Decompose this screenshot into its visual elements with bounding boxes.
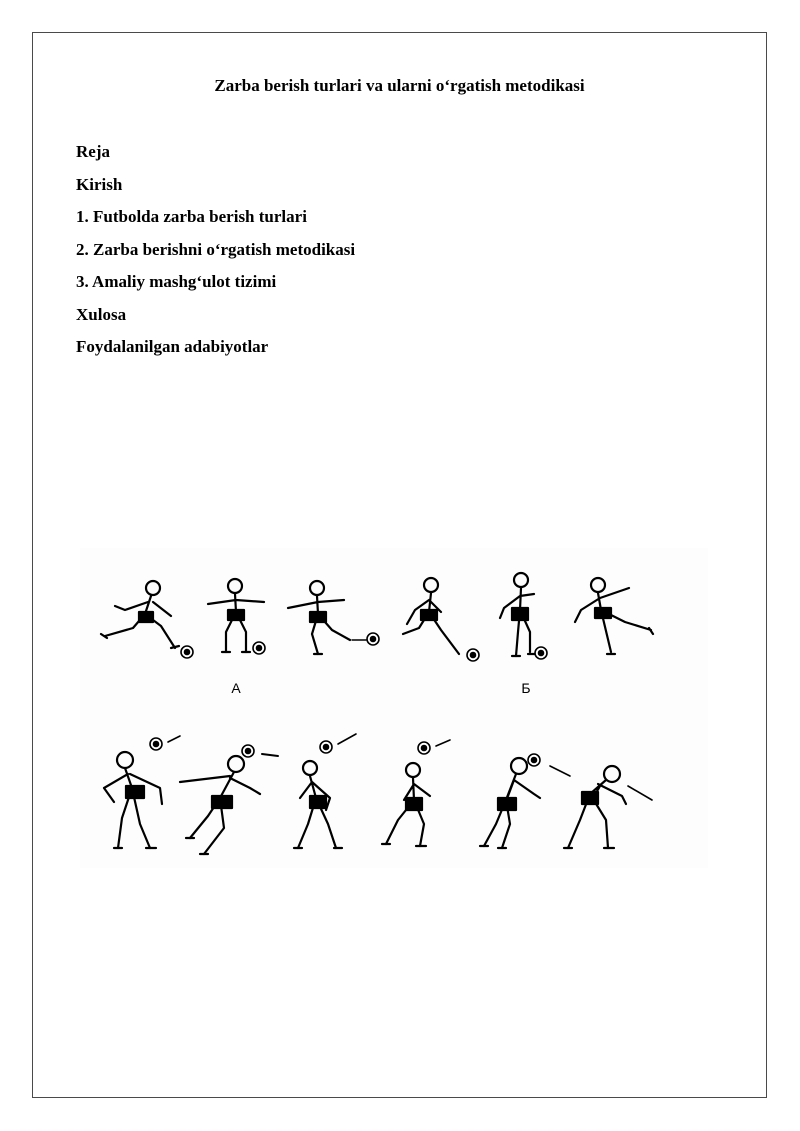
ball-icon — [528, 754, 540, 766]
player-figure — [104, 752, 162, 848]
player-figure — [294, 761, 342, 848]
player-figure — [382, 763, 430, 846]
toc-item-1: 1. Futbolda zarba berish turlari — [76, 207, 307, 226]
kick-sequence-drawing — [80, 548, 708, 868]
ball-icon — [150, 738, 162, 750]
toc-heading-reja: Reja — [76, 142, 110, 161]
document-title: Zarba berish turlari va ularni o‘rgatish metodikasi — [214, 76, 585, 95]
ball-icon — [367, 633, 379, 645]
player-figure — [403, 578, 459, 654]
table-of-contents — [76, 140, 355, 368]
ball-icon — [418, 742, 430, 754]
football-kick-illustration — [80, 548, 708, 868]
ball-icon — [242, 745, 254, 757]
player-figure — [564, 766, 626, 848]
ball-icon — [181, 646, 193, 658]
toc-item-adabiyotlar: Foydalanilgan adabiyotlar — [76, 337, 269, 356]
player-figure — [480, 758, 540, 848]
toc-item-2: 2. Zarba berishni o‘rgatish metodikasi — [76, 239, 356, 259]
toc-item-kirish: Kirish — [76, 174, 123, 194]
player-figure — [575, 578, 653, 654]
ball-icon — [467, 649, 479, 661]
toc-item-3: 3. Amaliy mashg‘ulot tizimi — [76, 272, 277, 291]
player-figure — [500, 573, 536, 656]
player-figure — [208, 579, 264, 652]
figure-label-b: Б — [521, 680, 531, 696]
figure-label-a: А — [231, 680, 241, 696]
player-figure — [180, 756, 260, 854]
toc-item-xulosa: Xulosa — [76, 304, 127, 324]
ball-icon — [253, 642, 265, 654]
player-figure — [288, 581, 366, 654]
ball-icon — [535, 647, 547, 659]
ball-icon — [320, 741, 332, 753]
player-figure — [101, 581, 179, 648]
